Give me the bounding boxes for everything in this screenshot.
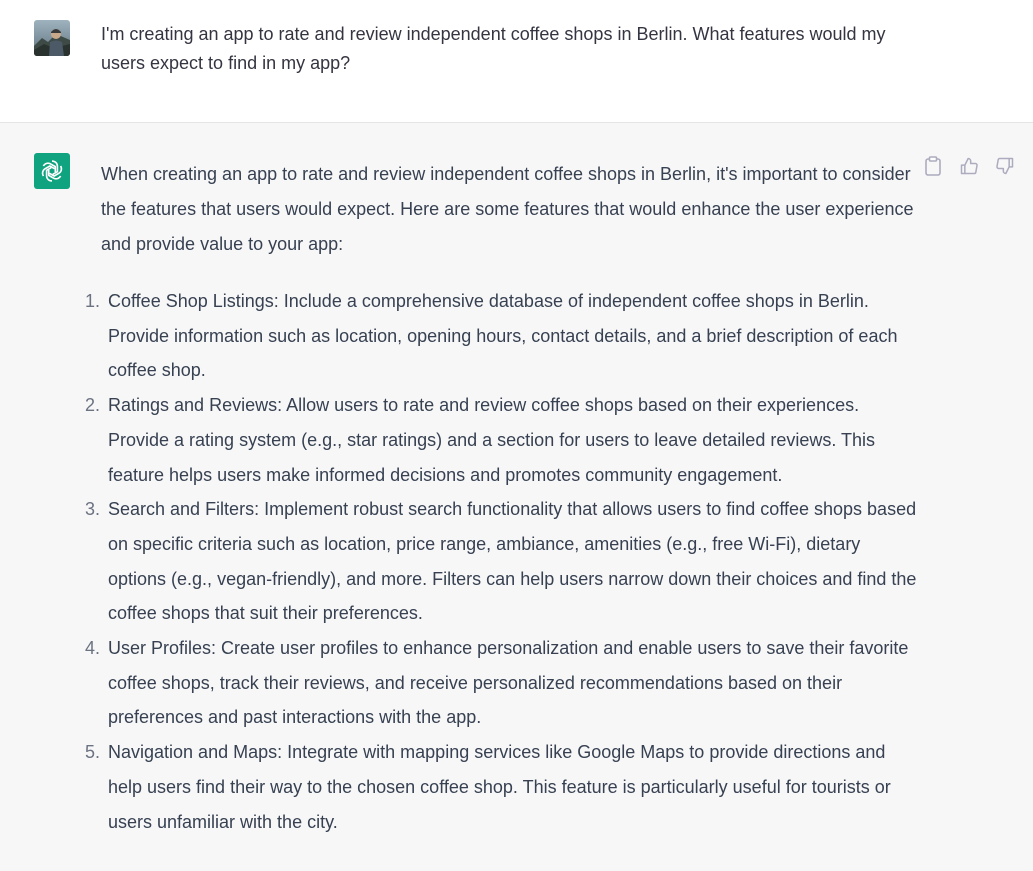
thumbs-up-button[interactable] — [958, 155, 980, 177]
thumbs-down-button[interactable] — [994, 155, 1016, 177]
feature-item-navigation-and-maps — [78, 735, 918, 839]
feature-text: Navigation and Maps: Integrate with mapping services like Google Maps to provide directions and help users find their way to the chosen coffee shop. This feature is particularly useful for tourists or users unfamiliar with the city. — [108, 742, 891, 832]
feature-text: User Profiles: Create user profiles to enhance personalization and enable users to save their favorite coffee shops, track their reviews, and receive personalized recommendations based on their preferences and past interactions with the app. — [108, 638, 909, 728]
list-number: 2. — [84, 395, 100, 416]
feature-item-coffee-shop-listings — [78, 284, 918, 388]
user-message-row — [0, 0, 1033, 123]
feature-text: Coffee Shop Listings: Include a comprehensive database of independent coffee shops in Berlin. Provide information such as location, opening hours, contact details, and a brief description of each coffee shop. — [108, 291, 898, 381]
feature-item-search-and-filters — [78, 492, 918, 631]
feature-item-ratings-and-reviews — [78, 388, 918, 492]
clipboard-icon — [924, 156, 942, 176]
list-number: 3. — [84, 499, 100, 520]
user-message-text: I'm creating an app to rate and review independent coffee shops in Berlin. What features would my users expect to find in my app? — [101, 24, 886, 73]
list-number: 5. — [84, 742, 100, 763]
assistant-intro-text: When creating an app to rate and review independent coffee shops in Berlin, it's important to consider the features that users would expect. Here are some features that would enhance the user experience and provide value to your app: — [101, 164, 914, 254]
feature-list — [78, 284, 918, 839]
assistant-message-row — [0, 123, 1033, 871]
openai-logo-icon — [39, 158, 65, 184]
feature-text: Ratings and Reviews: Allow users to rate and review coffee shops based on their experiences. Provide a rating system (e.g., star ratings) and a section for users to leave detailed reviews. This feature helps users make informed decisions and promotes community engagement. — [108, 395, 876, 485]
thumbs-up-icon — [959, 156, 979, 176]
copy-button[interactable] — [922, 155, 944, 177]
assistant-avatar — [34, 153, 70, 189]
user-photo-avatar — [34, 20, 70, 56]
list-number: 4. — [84, 638, 100, 659]
feature-item-user-profiles — [78, 631, 918, 735]
thumbs-down-icon — [995, 156, 1015, 176]
feature-text: Search and Filters: Implement robust search functionality that allows users to find coffee shops based on specific criteria such as location, price range, ambiance, amenities (e.g., free Wi-Fi), dietary options (e.g., vegan-friendly), and more. Filters can help users narrow down their choices and find the coffee shops that suit their preferences. — [108, 499, 917, 624]
list-number: 1. — [84, 291, 100, 311]
user-avatar — [34, 20, 70, 56]
message-actions — [922, 155, 1016, 177]
